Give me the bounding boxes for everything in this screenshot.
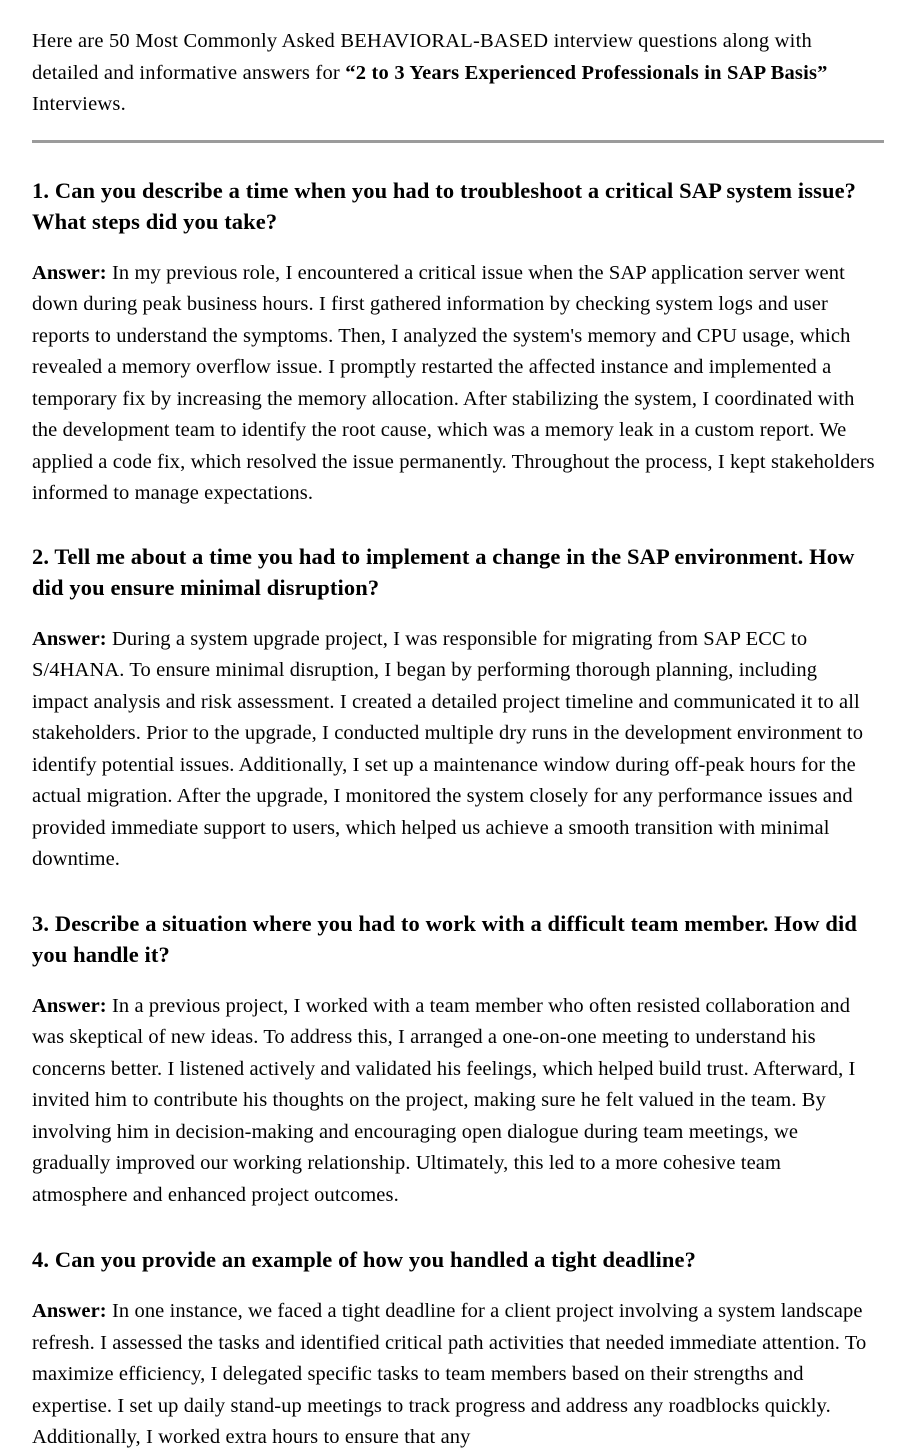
intro-text-after: Interviews. — [32, 93, 126, 115]
answer-paragraph-4 — [32, 1296, 878, 1454]
answer-text-4: In one instance, we faced a tight deadline for a client project involving a system landscape refresh. I assessed the tasks and identified critical path activities that needed immediate attention. To maximize efficiency, I delegated specific tasks to team members based on their strengths and expertise. I set up daily stand-up meetings to track progress and address any roadblocks quickly. Additionally, I worked extra hours to ensure that any — [32, 1300, 867, 1448]
intro-emphasis: “2 to 3 Years Experienced Professionals in SAP Basis” — [345, 61, 828, 84]
question-heading-1: 1. Can you describe a time when you had to troubleshoot a critical SAP system issue? What steps did you take? — [32, 177, 857, 234]
answer-label-4: Answer: — [32, 1300, 107, 1322]
qa-item-1 — [32, 175, 878, 510]
qa-item-3 — [32, 908, 878, 1212]
answer-text-3: In a previous project, I worked with a team member who often resisted collaboration and was skeptical of new ideas. To address this, I arranged a one-on-one meeting to understand his concerns better. I listened actively and validated his feelings, which helped build trust. Afterward, I invited him to contribute his thoughts on the project, making sure he felt valued in the team. By involving him in decision-making and encouraging open dialogue during team meetings, we gradually improved our working relationship. Ultimately, this led to a more cohesive team atmosphere and enhanced project outcomes. — [32, 994, 856, 1206]
answer-label-3: Answer: — [32, 994, 107, 1017]
answer-text-1: In my previous role, I encountered a critical issue when the SAP application server went down during peak business hours. I first gathered information by checking system logs and user reports to understand the symptoms. Then, I analyzed the system's memory and CPU usage, which revealed a memory overflow issue. I promptly restarted the affected instance and implemented a temporary fix by increasing the memory allocation. After stabilizing the system, I coordinated with the development team to identify the root cause, which was a memory leak in a custom report. We applied a code fix, which resolved the issue permanently. Throughout the process, I kept stakeholders informed to manage expectations. — [32, 261, 875, 504]
intro-text-before: Here are 50 Most Commonly Asked BEHAVIORAL-BASED interview questions along with detailed and informative answers for — [32, 30, 812, 84]
answer-label-2: Answer: — [32, 627, 107, 650]
answer-label-1: Answer: — [32, 261, 107, 284]
question-heading-2: 2. Tell me about a time you had to implement a change in the SAP environment. How did you ensure minimal disruption? — [32, 543, 855, 600]
question-heading-3: 3. Describe a situation where you had to work with a difficult team member. How did you handle it? — [32, 910, 857, 967]
answer-paragraph-3 — [32, 991, 878, 1212]
section-divider — [32, 140, 884, 143]
answer-paragraph-1 — [32, 258, 878, 510]
question-heading-4: 4. Can you provide an example of how you handled a tight deadline? — [32, 1247, 696, 1272]
answer-paragraph-2 — [32, 624, 878, 876]
intro-paragraph — [32, 26, 878, 121]
qa-item-4 — [32, 1244, 878, 1454]
qa-item-2 — [32, 541, 878, 876]
answer-text-2: During a system upgrade project, I was responsible for migrating from SAP ECC to S/4HANA. To ensure minimal disruption, I began by performing thorough planning, including impact analysis and risk assessment. I created a detailed project timeline and communicated it to all stakeholders. Prior to the upgrade, I conducted multiple dry runs in the development environment to identify potential issues. Additionally, I set up a maintenance window during off-peak hours for the actual migration. After the upgrade, I monitored the system closely for any performance issues and provided immediate support to users, which helped us achieve a smooth transition with minimal downtime. — [32, 627, 864, 870]
